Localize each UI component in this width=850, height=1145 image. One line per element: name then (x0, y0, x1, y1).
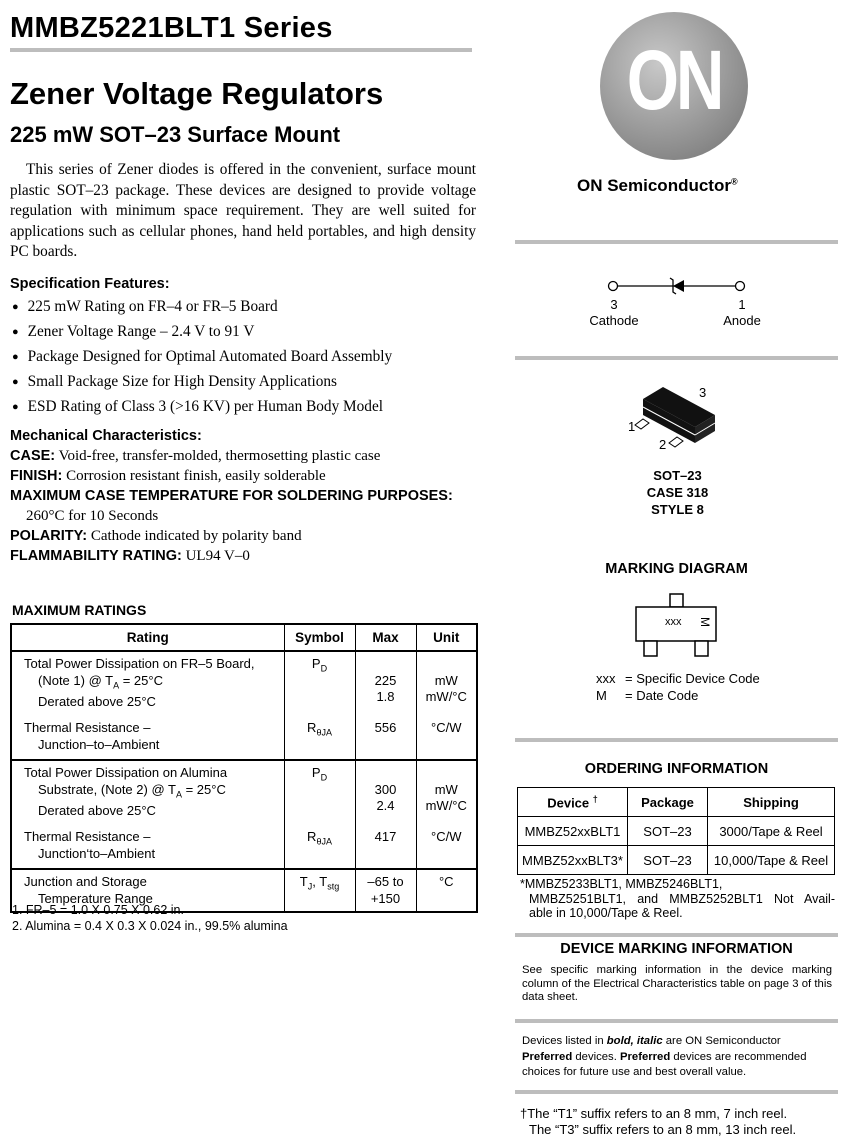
pin-number: 3 (610, 297, 618, 312)
label: POLARITY: (10, 528, 88, 544)
page-subtitle: 225 mW SOT–23 Surface Mount (10, 122, 341, 147)
cell: SOT–23 (628, 817, 708, 846)
legend-key: xxx (596, 671, 616, 686)
ordering-heading: ORDERING INFORMATION (584, 761, 769, 777)
table-row (11, 710, 477, 760)
cell: A (175, 789, 182, 800)
cell: J (307, 881, 313, 892)
col-header: Shipping (708, 788, 835, 817)
note-line: MMBZ5251BLT1, and MMBZ5252BLT1 Not Avail- (529, 891, 835, 906)
cell: A (113, 680, 120, 691)
note-line: *MMBZ5233BLT1, MMBZ5246BLT1, (520, 877, 723, 891)
table-row (518, 817, 835, 846)
pin-name: Cathode (589, 313, 639, 328)
pin-label: 1 (628, 419, 636, 434)
cell: T (299, 874, 308, 890)
cell: Substrate, (Note 2) @ T (38, 781, 176, 797)
legend-value: = Specific Device Code (625, 671, 760, 686)
suffix-note (520, 1106, 796, 1137)
header-text: Device (547, 795, 590, 811)
cell: stg (327, 881, 340, 892)
cell: MMBZ52xxBLT1 (518, 817, 628, 846)
pin-name: Anode (723, 313, 761, 328)
legend-value: = Date Code (625, 688, 699, 703)
package-line: CASE 318 (646, 485, 709, 500)
divider (10, 48, 472, 52)
cell: –65 to (367, 874, 404, 890)
value: 260°C for 10 Seconds (26, 508, 159, 524)
package-label (600, 467, 755, 518)
divider (515, 356, 838, 360)
divider (515, 933, 838, 937)
cell: °C (416, 869, 477, 912)
cell: , T (312, 874, 328, 890)
cell: Junction‘to–Ambient (38, 845, 156, 861)
cell: Thermal Resistance – (24, 720, 151, 736)
cell: = 25°C (119, 672, 163, 688)
text: bold, italic (606, 1035, 663, 1047)
marking-heading: MARKING DIAGRAM (605, 561, 748, 577)
ratings-heading: MAXIMUM RATINGS (12, 602, 147, 618)
brand-text: ON Semiconductor (577, 176, 731, 195)
page-title: Zener Voltage Regulators (10, 76, 384, 111)
spec-item: ● ESD Rating of Class 3 (>16 KV) per Human Body Model (12, 395, 392, 420)
col-header: Symbol (284, 624, 355, 651)
table-row (11, 819, 477, 869)
cell: +150 (370, 890, 401, 906)
cell: P (311, 765, 321, 781)
divider (515, 240, 838, 244)
device-marking-text: See specific marking information in the device marking column of the Electrical Characteristics table on page 3 of this data sheet. (522, 964, 832, 1003)
cell: D (320, 772, 328, 783)
cell: = 25°C (181, 781, 226, 797)
cell: Derated above 25°C (38, 693, 156, 709)
cell: MMBZ52xxBLT3* (518, 846, 628, 875)
col-header: Unit (416, 624, 477, 651)
col-header: Rating (11, 624, 284, 651)
divider (515, 738, 838, 742)
value: Void-free, transfer-molded, thermosetting plastic case (58, 448, 381, 464)
brand-name (577, 176, 738, 196)
cell: Junction–to–Ambient (38, 736, 160, 752)
package-line: STYLE 8 (651, 502, 704, 517)
cell: Thermal Resistance – (24, 829, 151, 845)
cell: Total Power Dissipation on Alumina (24, 765, 228, 781)
cell: 1.8 (376, 689, 395, 704)
dagger: † (592, 793, 598, 804)
preferred-note (522, 1034, 827, 1081)
note-line: able in 10,000/Tape & Reel. (529, 906, 683, 920)
marking-date: M (698, 617, 712, 627)
text: Devices listed in (522, 1035, 607, 1047)
text: Preferred (619, 1050, 671, 1063)
col-header: Package (628, 788, 708, 817)
package-line: SOT–23 (653, 468, 702, 483)
anode-label (706, 297, 778, 329)
table-row (11, 651, 477, 710)
intro-paragraph: This series of Zener diodes is offered in the convenient, surface mount plastic SOT–23 package. These devices are designed to provide voltage regulation with minimum space requirement. They are well suited for applications such as cellular phones, hand held portables, and high density PC boards. (10, 161, 476, 260)
col-header: Max (355, 624, 416, 651)
cell: D (320, 663, 328, 674)
pin-number: 1 (738, 297, 746, 312)
note: 1. FR–5 = 1.0 X 0.75 X 0.62 in. (12, 903, 184, 917)
max-ratings-table (10, 623, 478, 913)
cell: mW/°C (425, 689, 467, 704)
cell: 2.4 (376, 798, 395, 814)
text: devices are recommended choices for future use and best overall value. (522, 1050, 807, 1078)
pin-label: 2 (659, 437, 667, 452)
divider (515, 1090, 838, 1094)
table-row (11, 760, 477, 819)
cell: 300 (374, 781, 397, 797)
cell: Total Power Dissipation on FR–5 Board, (24, 656, 255, 671)
device-marking-heading: DEVICE MARKING INFORMATION (560, 941, 793, 957)
cell: mW (434, 672, 458, 688)
cell: Derated above 25°C (38, 802, 156, 818)
spec-item: ● Small Package Size for High Density Applications (12, 370, 392, 395)
cell: Temperature Range (38, 890, 153, 906)
note-line: †The “T1” suffix refers to an 8 mm, 7 inch reel. (520, 1106, 788, 1121)
ordering-table (517, 787, 835, 875)
cell: (Note 1) @ T (38, 672, 114, 688)
cell: °C/W (416, 710, 477, 760)
spec-item: ● Zener Voltage Range – 2.4 V to 91 V (12, 320, 392, 345)
spec-item: ● Package Designed for Optimal Automated Board Assembly (12, 345, 392, 370)
legend-key: M (596, 688, 607, 703)
cell: 417 (355, 819, 416, 869)
cell: θJA (316, 727, 332, 738)
spec-list (12, 295, 392, 420)
on-logo (600, 12, 748, 160)
value: Corrosion resistant finish, easily solderable (66, 468, 326, 484)
cell: R (307, 720, 317, 736)
note-line: The “T3” suffix refers to an 8 mm, 13 inch reel. (529, 1121, 797, 1137)
series-title: MMBZ5221BLT1 Series (10, 12, 333, 44)
logo-text: ON (626, 33, 722, 127)
ordering-footnote (520, 877, 835, 921)
value: Cathode indicated by polarity band (90, 528, 302, 544)
table-row (518, 846, 835, 875)
col-header (518, 788, 628, 817)
cell: Junction and Storage (24, 874, 147, 890)
cell: SOT–23 (628, 846, 708, 875)
cell: 225 (374, 672, 397, 688)
mech-heading: Mechanical Characteristics: (10, 428, 202, 444)
cell: °C/W (416, 819, 477, 869)
cell: θJA (316, 836, 332, 847)
cell: P (311, 656, 321, 671)
ratings-notes (12, 903, 288, 934)
pin-label: 3 (699, 385, 707, 400)
spec-heading: Specification Features: (10, 276, 170, 292)
label: MAXIMUM CASE TEMPERATURE FOR SOLDERING PURPOSES: (10, 488, 453, 504)
cell: 10,000/Tape & Reel (708, 846, 835, 875)
cell: 3000/Tape & Reel (708, 817, 835, 846)
cell: mW (434, 781, 458, 797)
zener-diode-symbol (600, 275, 750, 297)
mech-block (10, 446, 480, 566)
marking-code: xxx (665, 616, 682, 628)
marking-legend (596, 670, 760, 704)
spec-item: ● 225 mW Rating on FR–4 or FR–5 Board (12, 295, 392, 320)
cell: mW/°C (425, 798, 467, 814)
divider (515, 1019, 838, 1023)
text: devices. (572, 1050, 620, 1063)
value: UL94 V–0 (185, 548, 250, 564)
label: CASE: (10, 448, 56, 464)
cell: R (307, 829, 317, 845)
text: Preferred (522, 1050, 573, 1063)
text: are ON Semiconductor (662, 1035, 781, 1047)
note: 2. Alumina = 0.4 X 0.3 X 0.024 in., 99.5% alumina (12, 918, 288, 933)
label: FLAMMABILITY RATING: (10, 548, 182, 564)
reg-mark: ® (730, 176, 738, 187)
cathode-label (578, 297, 650, 329)
cell: 556 (355, 710, 416, 760)
label: FINISH: (10, 468, 63, 484)
